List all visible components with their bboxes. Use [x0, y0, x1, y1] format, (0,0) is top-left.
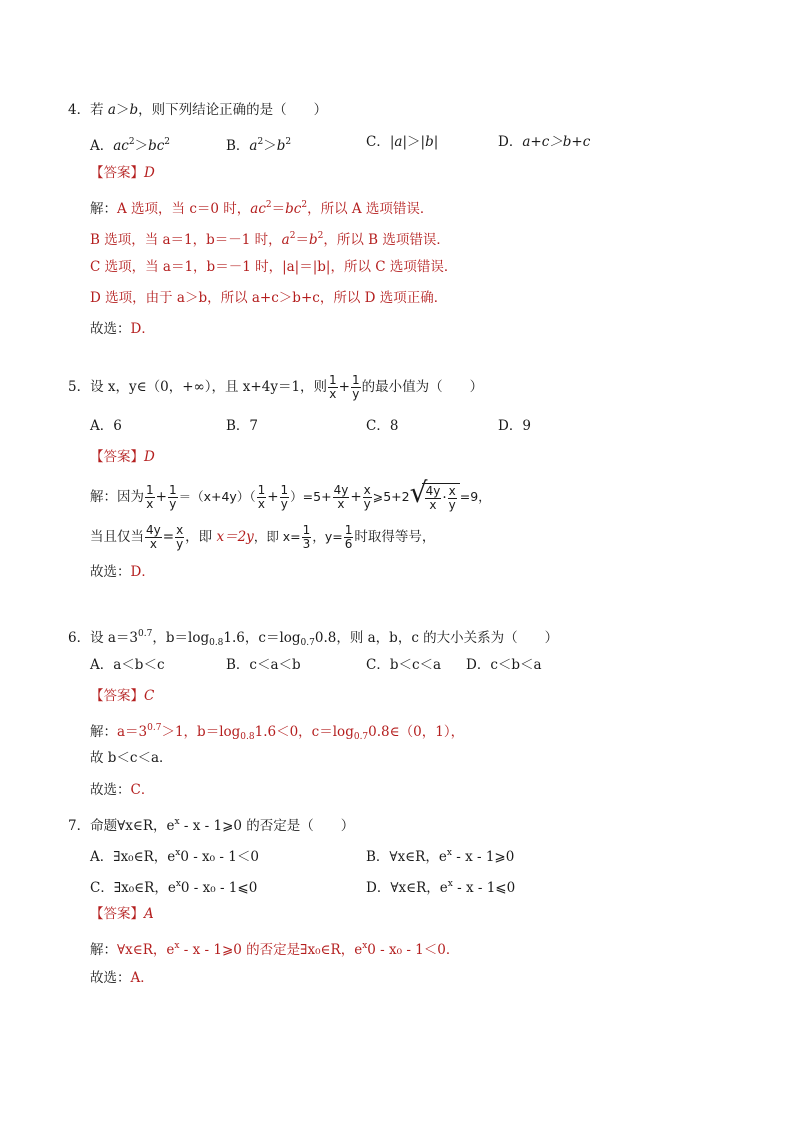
q4-answer: 【答案】D: [90, 165, 155, 181]
q5-stem: 5．设 x，y∈（0，+∞），且 x+4y＝1，则 $\frac{1}{x}$ + $\frac{1}{y}$ 的最小值为（ ）: [68, 373, 484, 401]
fraction-1-over-x: $\frac{1}{x}$: [329, 373, 337, 401]
q7-stem: 7．命题∀x∈R，$e^x$ - x - 1⩾0 的否定是（ ）: [68, 817, 355, 834]
q4-option-a: A．$ac^2>bc^2$: [90, 137, 171, 154]
q6-option-d: D．c＜b＜a: [466, 657, 542, 673]
q5-option-c: C．8: [366, 418, 399, 434]
q7-option-d: D．∀x∈R，$e^x$ - x - 1⩽0: [366, 879, 516, 896]
q6-option-a: A．a＜b＜c: [90, 657, 165, 673]
q6-choose: 故选：C．: [90, 782, 155, 798]
q5-option-a: A．6: [90, 418, 122, 434]
q4-solution-line-2: B 选项，当 a＝1，b＝－1 时，$a^2=b^2$，所以 B 选项错误．: [90, 231, 450, 248]
q7-choose: 故选：A．: [90, 970, 154, 986]
q6-option-c: C．b＜c＜a: [366, 657, 442, 673]
fraction-1-over-y: $\frac{1}{y}$: [351, 373, 360, 401]
q5-option-b: B．7: [226, 418, 259, 434]
q7-solution: 解：∀x∈R，$e^x$ - x - 1⩾0 的否定是∃x₀∈R，$e^x0 - x_0 - 1<0$．: [90, 941, 460, 958]
q6-answer: 【答案】C: [90, 688, 155, 704]
q4-option-b: B．$a^2>b^2$: [226, 137, 292, 154]
q5-solution-line-2: 当且仅当 $\frac{4y}{x}$ = $\frac{x}{y}$ ，即 x＝2y，即 x= $\frac{1}{3}$ ，y= $\frac{1}{6}$ 时取得等号，: [90, 523, 436, 551]
q4-option-d: D．a+c＞b+c: [498, 134, 591, 150]
q7-option-b: B．∀x∈R，$e^x$ - x - 1⩾0: [366, 848, 515, 865]
q7-option-c: C．∃x₀∈R，$e^x0 - x_0$ - 1⩽0: [90, 879, 258, 896]
q4-solution-line-3: C 选项，当 a＝1，b＝－1 时，|a|＝|b|，所以 C 选项错误．: [90, 259, 458, 275]
q5-solution-line-1: 解：因为 $\frac{1}{x}$ + $\frac{1}{y}$ ＝（x+4y）（ $\frac{1}{x}$ + $\frac{1}{y}$ ）=5+ $\frac{4y}{x}$ + $\frac{x}{y}$ ⩾5+2 √ $\frac{4y}{x}$ · $\frac{x}{y}$ =9，: [90, 476, 491, 512]
q6-option-b: B．c＜a＜b: [226, 657, 301, 673]
q6-stem: 6．设 $a=3^{0.7}$，$b=\log_{0.8}1.6$，$c=\log_{0.7}0.8$，则 a，b，c 的大小关系为（ ）: [68, 629, 559, 648]
q7-answer: 【答案】A: [90, 906, 154, 922]
q4-choose: 故选：D．: [90, 321, 155, 337]
square-root: √ $\frac{4y}{x}$ · $\frac{x}{y}$: [410, 483, 460, 512]
q6-solution-line-1: 解：$a=3^{0.7}>1$，$b=\log_{0.8}1.6<0$，$c=\log_{0.7}0.8\in(0$，1），: [90, 723, 465, 742]
q4-stem: 4．若 a＞b，则下列结论正确的是（ ）: [68, 102, 328, 118]
q7-option-a: A．∃x₀∈R，$e^x0 - x_0 - 1<0$: [90, 848, 259, 865]
q4-option-c: C．|a|＞|b|: [366, 134, 439, 150]
q4-solution-line-4: D 选项，由于 a＞b，所以 a+c＞b+c，所以 D 选项正确．: [90, 290, 448, 306]
q6-solution-line-2: 故 b＜c＜a．: [90, 750, 173, 766]
q5-option-d: D．9: [498, 418, 531, 434]
q4-solution-line-1: 解：A 选项，当 c＝0 时，$ac^2=bc^2$，所以 A 选项错误．: [90, 200, 434, 217]
q5-answer: 【答案】D: [90, 449, 155, 465]
q5-choose: 故选：D．: [90, 564, 155, 580]
